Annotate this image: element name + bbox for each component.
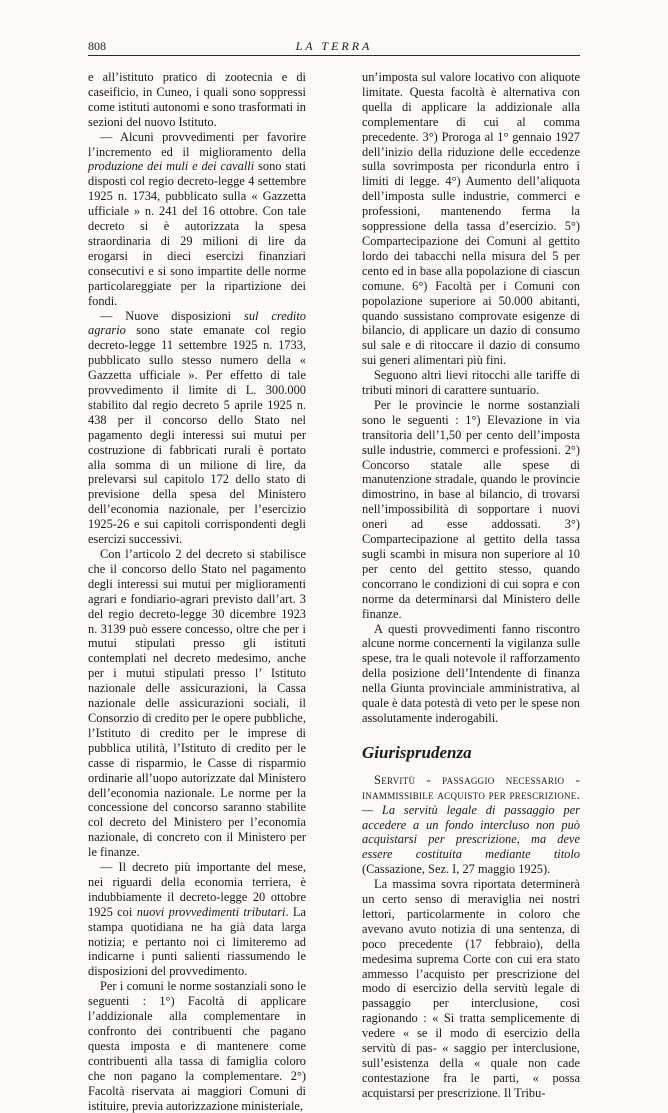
page-header: [88, 39, 580, 56]
italic-run: nuovi provvedimenti tributari: [136, 904, 286, 919]
paragraph: [362, 773, 580, 877]
text-run: — Il decreto più importante del mese, nei riguardi della economia terriera, è indubbiamente il decreto-legge 20 ottobre 1925 coi: [88, 860, 306, 919]
paragraph: Con l’articolo 2 del decreto si stabilisce che il concorso dello Stato nel pagamento degli interessi sui mutui per miglioramenti agrari e fondiario-agrari previsto dall’art. 3 del regio decreto-legge 30 dicembre 1923 n. 3139 può essere concesso, oltre che per i mutui stipulati presso gli istituti contemplati nel decreto medesimo, anche per i mutui stipulati presso l’ Istituto nazionale delle assicurazioni, la Cassa nazionale delle assicurazioni sociali, il Consorzio di credito per le opere pubbliche, l’Istituto di credito per le imprese di pubblica utilità, l’Istituto di credito per le casse di risparmio, le Casse di risparmio ordinarie all’uopo autorizzate dal Ministero dell’economia nazionale. Le norme per la concessione del concorso saranno stabilite col decreto del Ministero per l’economia nazionale, di concreto con il Ministero per le finanze.: [88, 547, 306, 860]
text-run: sono state emanate col regio decreto-legge 11 settembre 1925 n. 1733, pubblicato sullo stesso numero della « Gazzetta ufficiale ». Per effetto di tale provvedimento il limite di L. 300.000 stabilito dal regio decreto 5 aprile 1925 n. 438 per il concorso dello Stato nel pagamento degli interessi sui mutui per costruzione di fabbricati rurali è portato alla somma di un milione di lire, da prelevarsi sul capitolo 172 dello stato di previsione della spesa del Ministero dell’economia nazionale, per l’esercizio 1925-26 e sui capitoli corrispondenti degli esercizi successivi.: [88, 323, 306, 547]
italic-run: sul credito agrario: [88, 308, 306, 338]
paragraph: La massima sovra riportata determinerà un certo senso di meraviglia nei nostri lettori, particolarmente in coloro che avevano avuto notizia di una sentenza, di poco precedente (17 febbraio), della medesima suprema Corte con cui era stato ammesso l’acquisto per prescrizione del modo di esercizio della servitù legale di passaggio per interclusione, così ragionando : « Si tratta semplicemente di vedere « se il modo di esercizio della servitù di pas- « saggio per interclusione, sull’esistenza della « quale non cade contestazione fra le parti, « possa acquistarsi per prescrizione. Il Tribu-: [362, 877, 580, 1100]
paragraph: [88, 860, 306, 979]
paragraph: Per le provincie le norme sostanziali sono le seguenti : 1°) Elevazione in via transitoria dell’1,50 per cento dell’imposta sulle industrie, commerci e professioni. 2°) Concorso statale alle spese di manutenzione stradale, quando le provincie dimostrino, in base al bilancio, di trovarsi nell’impossibilità di sopportare i nuovi oneri ad esse addossati. 3°) Compartecipazione al gettito della tassa sugli scambi in misura non superiore al 10 per cento del gettito stesso, quando concorrano le condizioni di cui sopra e con norme da determinarsi dal Ministero delle finanze.: [362, 397, 580, 621]
text-run: sono stati disposti col regio decreto-legge 4 settembre 1925 n. 1734, pubblicato sulla « Gazzetta ufficiale » n. 241 del 16 ottobre. Con tale decreto si è autorizzata la spesa straordinaria di 29 milioni di lire da erogarsi in dieci esercizi finanziari consecutivi e si sono impartite delle norme particolareggiate per la ripartizione dei fondi.: [88, 159, 306, 308]
italic-run: — La servitù legale di passaggio per accedere a un fondo intercluso non può acquistarsi per prescrizione, ma deve essere costituita mediante titolo: [362, 802, 580, 862]
section-title: Giurisprudenza: [362, 742, 472, 762]
smallcaps-run: Servitù - passaggio necessario - inammissibile acquisto per prescrizione.: [362, 772, 580, 802]
page-number: 808: [88, 39, 106, 53]
running-title: LA TERRA: [295, 39, 373, 53]
paragraph: e all’istituto pratico di zootecnia e di caseificio, in Cuneo, i quali sono soppressi come istituti autonomi e sono trasformati in sezioni del nuovo Istituto.: [88, 70, 306, 129]
paragraph: Per i comuni le norme sostanziali sono le seguenti : 1°) Facoltà di applicare l’addizionale alla complementare in confronto dei contribuenti che pagano questa imposta e di mantenere come contribuenti alla tassa di famiglia coloro che non pagano la complementare. 2°) Facoltà riservata ai maggiori Comuni di istituire, previa autorizzazione ministeriale,: [88, 979, 306, 1113]
paragraph: [88, 309, 306, 548]
italic-run: produzione dei muli e dei cavalli: [88, 159, 255, 174]
text-run: — Nuove disposizioni: [100, 308, 244, 323]
right-column: [362, 70, 580, 1101]
paragraph: un’imposta sul valore locativo con aliquote limitate. Questa facoltà è alternativa con quella di applicare la addizionale alla complementare di cui al comma precedente. 3°) Proroga al 1° gennaio 1927 dell’inizio della riduzione delle eccedenze sulla sovrimposta per ricondurla entro i limiti di legge. 4°) Aumento dell’aliquota dell’imposta sulle industrie, commerci e professioni, mantenendo ferma la soppressione della tassa d’esercizio. 5°) Compartecipazione dei Comuni al gettito lordo dei tabacchi nella misura del 5 per cento ed in base alla popolazione di ciascun comune. 6°) Facoltà per i Comuni con popolazione superiore ai 50.000 abitanti, quando sussistano comprovate esigenze di bilancio, di applicare un dazio di consumo sul sale e di ritoccare il dazio di consumo sui generi alimentari più fini.: [362, 70, 580, 368]
left-column: [88, 70, 306, 1113]
paragraph: Seguono altri lievi ritocchi alle tariffe di tributi minori di carattere suntuario.: [362, 368, 580, 398]
paragraph: [88, 130, 306, 309]
paragraph: A questi provvedimenti fanno riscontro alcune norme concernenti la vigilanza sulle spese, tra le quali notevole il rafforzamento della posizione dell’Intendente di finanza nella Giunta provinciale amministrativa, al quale è data potestà di veto per le spese non assolutamente inderogabili.: [362, 621, 580, 725]
text-run: — Alcuni provvedimenti per favorire l’incremento ed il miglioramento della: [88, 129, 306, 159]
text-run: (Cassazione, Sez. I, 27 maggio 1925).: [362, 862, 551, 877]
text-run: . La stampa quotidiana ne ha già data larga notizia; e pertanto noi ci limiteremo ad indicarne i punti salienti riassumendo le disposizioni del provvedimento.: [88, 904, 306, 979]
